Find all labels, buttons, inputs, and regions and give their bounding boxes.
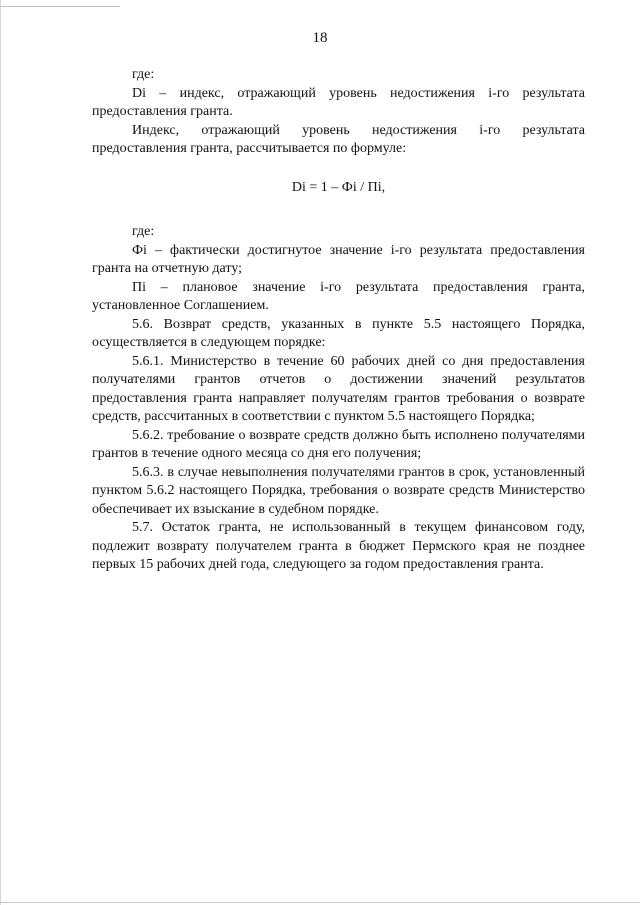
paragraph-5-6-3: 5.6.3. в случае невыполнения получателями грантов в срок, установленный пунктом 5.6.2 настоящего Порядка, требования о возврате средств Министерство обеспечивает их взыскание в судебном порядке. (92, 464, 585, 517)
formula: Di = 1 – Фi / Пi, (291, 179, 386, 195)
document-body (92, 66, 585, 575)
paragraph-fi-definition: Фi – фактически достигнутое значение i-го результата предоставления гранта на отчетную дату; (92, 242, 585, 276)
paragraph-5-6-2: 5.6.2. требование о возврате средств должно быть исполнено получателями грантов в течение одного месяца со дня его получения; (92, 427, 585, 461)
bottom-scan-rule (0, 902, 640, 903)
paragraph-5-6-1: 5.6.1. Министерство в течение 60 рабочих дней со дня предоставления получателями грантов отчетов о достижении значений результатов предоставления гранта направляет получателям грантов требования о возврате средств, рассчитанных в соответствии с пунктом 5.5 настоящего Порядка; (92, 353, 585, 424)
where-label-2: где: (132, 224, 155, 239)
where-label: где: (132, 67, 155, 82)
page-number: 18 (312, 30, 328, 46)
paragraph-index-formula-intro: Индекс, отражающий уровень недостижения i-го результата предоставления гранта, рассчитывается по формуле: (92, 122, 585, 156)
paragraph-pi-definition: Пi – плановое значение i-го результата предоставления гранта, установленное Соглашением. (92, 279, 585, 313)
left-scan-edge (0, 0, 1, 905)
top-scan-rule (0, 6, 120, 7)
paragraph-5-7: 5.7. Остаток гранта, не использованный в текущем финансовом году, подлежит возврату получателем гранта в бюджет Пермского края не позднее первых 15 рабочих дней года, следующего за годом предоставления гранта. (92, 520, 585, 572)
paragraph-5-6: 5.6. Возврат средств, указанных в пункте 5.5 настоящего Порядка, осуществляется в следующем порядке: (92, 316, 585, 350)
paragraph-di-definition: Di – индекс, отражающий уровень недостижения i-го результата предоставления гранта. (92, 85, 585, 119)
